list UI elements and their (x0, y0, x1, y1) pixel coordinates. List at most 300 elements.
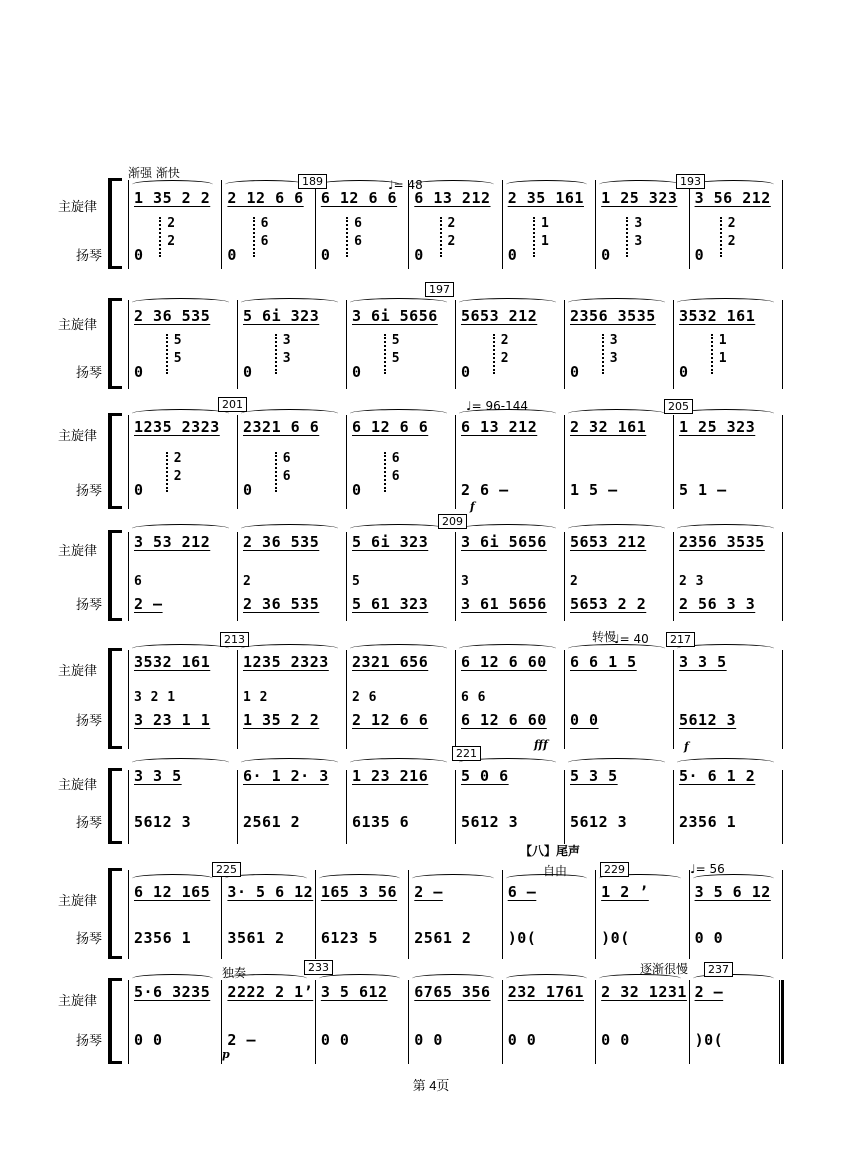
chord-note: 2 (727, 234, 736, 249)
note-group: 3· 5 6 12 (227, 883, 314, 901)
arpeggio-chord (354, 217, 362, 249)
slur-mark (412, 974, 493, 983)
arpeggio-mark (711, 334, 717, 374)
arpeggio-chord (283, 452, 291, 484)
note-group: 2561 2 (243, 813, 301, 831)
slur-mark (506, 180, 587, 189)
system-bracket (108, 648, 124, 749)
yangqin-measure (566, 811, 669, 833)
melody-part-label: 主旋律 (58, 317, 98, 332)
slur-mark (132, 180, 213, 189)
melody-measure (317, 981, 404, 1003)
chord-note: 2 (500, 333, 509, 348)
note-group: 5653 2 2 (570, 595, 647, 613)
slur-mark (677, 298, 774, 307)
note-group: 5612 3 (679, 711, 737, 729)
note-group: 5612 3 (461, 813, 519, 831)
note-group: 3 56 212 (694, 189, 771, 207)
barline (782, 770, 783, 844)
barline (128, 532, 129, 621)
slur-mark (412, 180, 493, 189)
chord-note: 5 (173, 333, 182, 348)
slur-mark (506, 974, 587, 983)
note-group: 1 2 ’ (601, 883, 649, 901)
yangqin-measure (130, 811, 233, 833)
chord-note: 3 (634, 234, 643, 249)
barline (564, 650, 565, 749)
melody-measure (348, 416, 451, 438)
yangqin-upper-notes: 6 (134, 573, 143, 589)
slur-mark (350, 409, 447, 418)
slur-mark (459, 524, 556, 533)
yangqin-measure (223, 1029, 310, 1051)
melody-measure (130, 765, 233, 787)
note-group: 6 – (507, 883, 537, 901)
note-group: )0( (507, 929, 537, 947)
note-group: 1235 2323 (134, 418, 220, 436)
yangqin-upper-notes: 1 2 (243, 689, 268, 705)
melody-measure (504, 881, 591, 903)
yangqin-measure (457, 479, 560, 501)
melody-measure (130, 305, 233, 327)
note-group: 2 56 3 3 (679, 595, 756, 613)
note-group: 3 3 5 (679, 653, 727, 671)
slur-mark (241, 524, 338, 533)
barline (128, 770, 129, 844)
chord-note: 6 (354, 216, 362, 231)
arpeggio-chord (174, 334, 182, 366)
arpeggio-chord (610, 334, 618, 366)
melody-measure (504, 187, 591, 209)
melody-measure (317, 881, 404, 903)
slur-mark (350, 758, 447, 767)
melody-measure (348, 651, 451, 673)
final-barline (779, 980, 784, 1064)
slur-mark (459, 298, 556, 307)
chord-note: 1 (718, 333, 727, 348)
barline (237, 415, 238, 509)
note-group: 0 (570, 363, 580, 381)
note-group: 3 5 612 (320, 983, 388, 1001)
note-group: 2222 2 1’ (227, 983, 314, 1001)
measure-number: 205 (664, 399, 693, 414)
note-group: 0 (352, 363, 362, 381)
note-group: 2 – (694, 983, 724, 1001)
note-group: 0 0 (694, 929, 724, 947)
note-group: 0 (134, 246, 144, 264)
melody-measure (566, 305, 669, 327)
tempo-direction: 渐强 渐快 (128, 166, 180, 180)
note-group: 5· 6 1 2 (679, 767, 756, 785)
note-group: 0 0 (414, 1031, 443, 1049)
chord-note: 2 (500, 351, 509, 366)
yangqin-measure (410, 927, 497, 949)
melody-measure (691, 981, 778, 1003)
note-group: 2561 2 (414, 929, 472, 947)
tempo-marking: ♩= 56 (690, 862, 725, 876)
note-group: 2 35 161 (507, 189, 584, 207)
tempo-marking: ♩= 40 (614, 632, 649, 646)
note-group: 3 61 5656 (461, 595, 547, 613)
tempo-marking: ♩= 96-144 (466, 399, 529, 413)
dynamic: fff (534, 738, 548, 751)
dynamic: f (470, 500, 475, 513)
melody-measure (457, 416, 560, 438)
melody-part-label: 主旋律 (58, 543, 98, 558)
barline (502, 870, 503, 959)
barline (564, 532, 565, 621)
note-group: 3 23 1 1 (134, 711, 211, 729)
melody-measure (597, 187, 684, 209)
melody-part-label: 主旋律 (58, 663, 98, 678)
melody-measure (348, 531, 451, 553)
slur-mark (241, 298, 338, 307)
chord-note: 6 (354, 234, 362, 249)
note-group: 232 1761 (507, 983, 584, 1001)
yangqin-measure (504, 1029, 591, 1051)
arpeggio-chord (261, 217, 269, 249)
yangqin-part-label: 扬琴 (76, 1033, 103, 1048)
melody-measure (130, 981, 217, 1003)
melody-measure (675, 651, 778, 673)
note-group: 0 (134, 363, 144, 381)
note-group: 0 0 (601, 1031, 630, 1049)
barline (782, 532, 783, 621)
barline (237, 532, 238, 621)
slur-mark (132, 298, 229, 307)
yangqin-part-label: 扬琴 (76, 248, 103, 263)
note-group: 3532 161 (679, 307, 756, 325)
arpeggio-mark (384, 334, 390, 374)
measure-number: 197 (425, 282, 454, 297)
note-group: 2 6 – (461, 481, 509, 499)
note-group: 2 – (414, 883, 443, 901)
note-group: 5 3 5 (570, 767, 618, 785)
note-group: 5653 212 (570, 533, 647, 551)
melody-measure (566, 531, 669, 553)
yangqin-measure (675, 593, 778, 615)
chord-note: 5 (391, 333, 400, 348)
yangqin-upper-notes: 2 (243, 573, 252, 589)
arpeggio-mark (533, 217, 539, 257)
yangqin-upper-notes: 6 6 (461, 689, 486, 705)
yangqin-part-label: 扬琴 (76, 815, 103, 830)
barline (346, 770, 347, 844)
dynamic: f (684, 740, 689, 753)
yangqin-part-label: 扬琴 (76, 483, 103, 498)
note-group: 0 (461, 363, 471, 381)
yangqin-measure (130, 927, 217, 949)
chord-note: 6 (260, 216, 269, 231)
note-group: 1 35 2 2 (243, 711, 320, 729)
barline (408, 180, 409, 269)
barline (346, 532, 347, 621)
barline (564, 770, 565, 844)
score-system (0, 515, 862, 617)
yangqin-upper-notes: 2 6 (352, 689, 377, 705)
chord-note: 2 (447, 216, 456, 231)
melody-measure (410, 187, 497, 209)
melody-measure (504, 981, 591, 1003)
note-group: 2 – (227, 1031, 257, 1049)
note-group: 2321 6 6 (243, 418, 320, 436)
yangqin-measure (239, 593, 342, 615)
yangqin-measure (566, 593, 669, 615)
yangqin-measure (348, 593, 451, 615)
score-system (0, 844, 862, 955)
note-group: 2 32 161 (570, 418, 647, 436)
note-group: 3 3 5 (134, 767, 182, 785)
note-group: )0( (601, 929, 630, 947)
yangqin-upper-notes (675, 686, 778, 708)
note-group: 0 (694, 246, 705, 264)
section-title: 【八】尾声 (520, 844, 581, 858)
note-group: 0 (414, 246, 424, 264)
note-group: 2 12 6 6 (227, 189, 304, 207)
measure-number: 229 (600, 862, 629, 877)
note-group: 1 23 216 (352, 767, 429, 785)
chord-note: 2 (447, 234, 456, 249)
arpeggio-chord (174, 452, 182, 484)
barline (221, 870, 222, 959)
barline (237, 650, 238, 749)
note-group: 6135 6 (352, 813, 410, 831)
barline (673, 532, 674, 621)
chord-note: 1 (540, 234, 549, 249)
note-group: 6 12 6 6 (352, 418, 429, 436)
melody-measure (223, 881, 314, 903)
arpeggio-mark (166, 452, 172, 492)
melody-measure (348, 305, 451, 327)
slur-mark (132, 409, 229, 418)
note-group: )0( (694, 1031, 724, 1049)
yangqin-measure (457, 593, 560, 615)
barline (564, 415, 565, 509)
system-bracket (108, 768, 124, 844)
chord-note: 2 (727, 216, 736, 231)
melody-measure (566, 416, 669, 438)
measure-number: 221 (452, 746, 481, 761)
barline (315, 980, 316, 1064)
yangqin-measure (691, 927, 778, 949)
yangqin-part-label: 扬琴 (76, 597, 103, 612)
arpeggio-chord (634, 217, 642, 249)
barline (782, 415, 783, 509)
measure-number: 217 (666, 632, 695, 647)
note-group: 0 (320, 246, 331, 264)
barline (128, 870, 129, 959)
barline (782, 650, 783, 749)
arpeggio-mark (602, 334, 608, 374)
slur-mark (241, 644, 338, 653)
yangqin-part-label: 扬琴 (76, 713, 103, 728)
note-group: 2 12 6 6 (352, 711, 429, 729)
slur-mark (319, 974, 400, 983)
note-group: 3561 2 (227, 929, 285, 947)
melody-measure (566, 765, 669, 787)
slur-mark (677, 758, 774, 767)
arpeggio-chord (448, 217, 456, 249)
melody-measure (675, 765, 778, 787)
barline (689, 980, 690, 1064)
chord-note: 3 (609, 351, 618, 366)
measure-number: 213 (220, 632, 249, 647)
chord-note: 2 (167, 234, 176, 249)
yangqin-measure (239, 811, 342, 833)
melody-measure (457, 765, 560, 787)
note-group: 5612 3 (570, 813, 628, 831)
yangqin-upper-notes: 3 (461, 573, 470, 589)
melody-measure (130, 881, 217, 903)
note-group: 0 (227, 246, 237, 264)
barline (237, 770, 238, 844)
slur-mark (412, 874, 493, 883)
slur-mark (568, 524, 665, 533)
note-group: 1235 2323 (243, 653, 329, 671)
barline (455, 300, 456, 389)
yangqin-measure (457, 811, 560, 833)
melody-measure (675, 531, 778, 553)
note-group: 0 (134, 481, 144, 499)
barline (128, 180, 129, 269)
note-group: 5 61 323 (352, 595, 429, 613)
melody-measure (457, 531, 560, 553)
measure-number: 189 (298, 174, 327, 189)
barline (673, 770, 674, 844)
chord-note: 2 (173, 469, 182, 484)
melody-part-label: 主旋律 (58, 993, 98, 1008)
chord-note: 3 (282, 333, 291, 348)
arpeggio-chord (392, 452, 400, 484)
yangqin-measure (504, 927, 591, 949)
note-group: 5653 212 (461, 307, 538, 325)
barline (595, 870, 596, 959)
note-group: 2 36 535 (243, 533, 320, 551)
yangqin-measure (239, 709, 342, 731)
note-group: 6 13 212 (414, 189, 491, 207)
melody-measure (675, 416, 778, 438)
note-group: 2 – (134, 595, 163, 613)
note-group: 1 35 2 2 (134, 189, 211, 207)
note-group: 5·6 3235 (134, 983, 211, 1001)
barline (689, 870, 690, 959)
score-system (0, 961, 862, 1061)
tempo-direction: 独奏 (222, 966, 247, 980)
barline (502, 980, 503, 1064)
slur-mark (350, 644, 447, 653)
note-group: 2 36 535 (243, 595, 320, 613)
melody-measure (239, 416, 342, 438)
note-group: 5 6i 323 (243, 307, 320, 325)
arpeggio-mark (346, 217, 352, 257)
chord-note: 6 (260, 234, 269, 249)
chord-note: 6 (282, 451, 291, 466)
slur-mark (599, 180, 680, 189)
note-group: 165 3 56 (320, 883, 398, 901)
note-group: 6 6 1 5 (570, 653, 637, 671)
melody-measure (239, 651, 342, 673)
slur-mark (568, 758, 665, 767)
note-group: 0 (243, 363, 253, 381)
barline (221, 180, 222, 269)
yangqin-measure (130, 709, 233, 731)
score-system (0, 166, 862, 265)
note-group: 1 5 – (570, 481, 618, 499)
melody-measure (410, 881, 497, 903)
arpeggio-mark (384, 452, 390, 492)
yangqin-part-label: 扬琴 (76, 931, 103, 946)
note-group: 0 0 (320, 1031, 350, 1049)
note-group: 5612 3 (134, 813, 192, 831)
slur-mark (132, 758, 229, 767)
score-system (0, 630, 862, 753)
yangqin-upper-notes: 3 2 1 (134, 689, 176, 705)
note-group: 0 (601, 246, 611, 264)
melody-measure (239, 765, 342, 787)
arpeggio-chord (719, 334, 727, 366)
note-group: 6 12 6 6 (320, 189, 398, 207)
slur-mark (241, 758, 338, 767)
melody-part-label: 主旋律 (58, 199, 98, 214)
barline (782, 870, 783, 959)
chord-note: 1 (540, 216, 549, 231)
yangqin-part-label: 扬琴 (76, 365, 103, 380)
slur-mark (677, 524, 774, 533)
melody-measure (457, 651, 560, 673)
barline (237, 300, 238, 389)
yangqin-measure (566, 709, 669, 731)
yangqin-measure (691, 1029, 778, 1051)
yangqin-upper-notes: 2 (570, 573, 579, 589)
melody-measure (239, 305, 342, 327)
measure-number: 201 (218, 397, 247, 412)
barline (346, 650, 347, 749)
note-group: 0 0 (507, 1031, 537, 1049)
arpeggio-chord (167, 217, 175, 249)
note-group: 5 6i 323 (352, 533, 429, 551)
arpeggio-mark (720, 217, 726, 257)
note-group: 3 5 6 12 (694, 883, 771, 901)
melody-part-label: 主旋律 (58, 893, 98, 908)
barline (128, 300, 129, 389)
barline (408, 980, 409, 1064)
chord-note: 3 (282, 351, 291, 366)
barline (315, 180, 316, 269)
melody-part-label: 主旋律 (58, 777, 98, 792)
arpeggio-mark (440, 217, 446, 257)
tempo-marking: ♩= 48 (388, 178, 423, 192)
barline (455, 532, 456, 621)
note-group: 6· 1 2· 3 (243, 767, 329, 785)
slur-mark (568, 298, 665, 307)
note-group: 0 0 (570, 711, 599, 729)
yangqin-upper-notes: 2 3 (679, 573, 704, 589)
yangqin-measure (457, 709, 560, 731)
note-group: 2356 3535 (679, 533, 765, 551)
arpeggio-mark (493, 334, 499, 374)
arpeggio-chord (501, 334, 509, 366)
melody-measure (348, 765, 451, 787)
yangqin-upper-notes: 5 (352, 573, 361, 589)
note-group: 3532 161 (134, 653, 211, 671)
note-group: 2356 1 (679, 813, 737, 831)
slur-mark (132, 644, 229, 653)
melody-measure (223, 981, 314, 1003)
melody-measure (675, 305, 778, 327)
yangqin-measure (130, 1029, 217, 1051)
melody-measure (410, 981, 497, 1003)
barline (782, 180, 783, 269)
